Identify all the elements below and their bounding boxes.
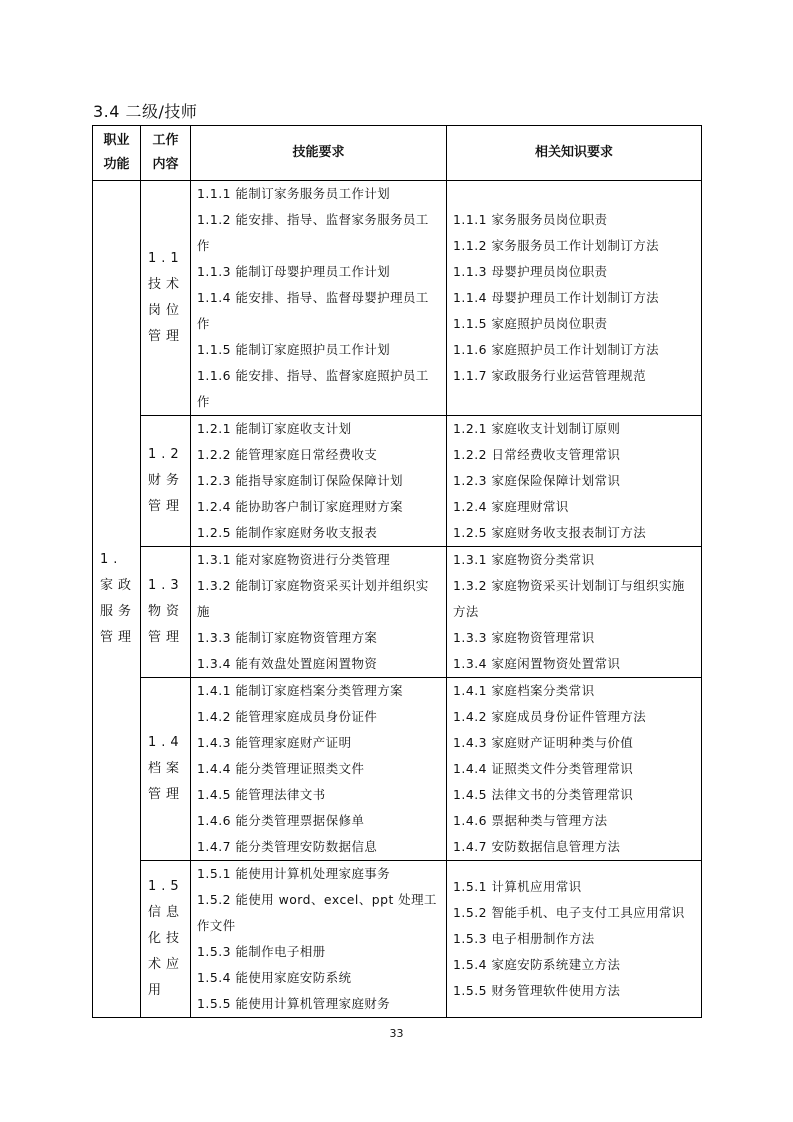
- skill-item: 1.3.4 能有效盘处置庭闲置物资: [197, 656, 378, 671]
- knowledge-item: 1.3.2 家庭物资采买计划制订与组织实施方法: [453, 578, 685, 619]
- knowledge-item: 1.4.1 家庭档案分类常识: [453, 683, 595, 698]
- header-content: 工作内容: [141, 126, 191, 181]
- skill-item: 1.4.4 能分类管理证照类文件: [197, 761, 365, 776]
- knowledge-item: 1.5.4 家庭安防系统建立方法: [453, 957, 621, 972]
- knowledge-item: 1.1.5 家庭照护员岗位职责: [453, 316, 608, 331]
- skill-item: 1.4.6 能分类管理票据保修单: [197, 813, 365, 828]
- skill-item: 1.5.5 能使用计算机管理家庭财务: [197, 996, 391, 1011]
- occupational-function-cell: 1. 家政服务管理: [93, 181, 141, 1018]
- skill-item: 1.3.3 能制订家庭物资管理方案: [197, 630, 378, 645]
- knowledge-item: 1.4.7 安防数据信息管理方法: [453, 839, 621, 854]
- work-content-cell: 1.3 物资管理: [141, 547, 191, 678]
- knowledge-cell: [447, 678, 702, 861]
- header-function: 职业功能: [93, 126, 141, 181]
- knowledge-cell: [447, 547, 702, 678]
- skill-item: 1.2.1 能制订家庭收支计划: [197, 421, 352, 436]
- skill-item: 1.5.2 能使用 word、excel、ppt 处理工作文件: [197, 892, 437, 933]
- section-heading: 3.4 二级/技师: [93, 102, 198, 121]
- skill-item: 1.5.3 能制作电子相册: [197, 944, 326, 959]
- skill-item: 1.3.1 能对家庭物资进行分类管理: [197, 552, 391, 567]
- knowledge-item: 1.1.1 家务服务员岗位职责: [453, 212, 608, 227]
- table-row: [93, 181, 702, 416]
- knowledge-item: 1.5.2 智能手机、电子支付工具应用常识: [453, 905, 685, 920]
- skill-requirements-table: [92, 125, 702, 1018]
- skill-item: 1.2.2 能管理家庭日常经费收支: [197, 447, 378, 462]
- skill-item: 1.4.1 能制订家庭档案分类管理方案: [197, 683, 404, 698]
- knowledge-cell: [447, 416, 702, 547]
- work-content-cell: 1.5 信息化技术应用: [141, 861, 191, 1018]
- table-row: [93, 416, 702, 547]
- knowledge-item: 1.1.7 家政服务行业运营管理规范: [453, 368, 647, 383]
- knowledge-item: 1.3.1 家庭物资分类常识: [453, 552, 595, 567]
- knowledge-item: 1.1.2 家务服务员工作计划制订方法: [453, 238, 660, 253]
- knowledge-item: 1.3.4 家庭闲置物资处置常识: [453, 656, 621, 671]
- work-content-cell: 1.1 技术岗位管理: [141, 181, 191, 416]
- knowledge-item: 1.4.3 家庭财产证明种类与价值: [453, 735, 634, 750]
- knowledge-item: 1.2.1 家庭收支计划制订原则: [453, 421, 621, 436]
- page-number: 33: [389, 1027, 404, 1040]
- skill-item: 1.4.3 能管理家庭财产证明: [197, 735, 352, 750]
- work-content-cell: 1.4 档案管理: [141, 678, 191, 861]
- skill-item: 1.2.3 能指导家庭制订保险保障计划: [197, 473, 404, 488]
- knowledge-item: 1.5.5 财务管理软件使用方法: [453, 983, 621, 998]
- skill-item: 1.2.4 能协助客户制订家庭理财方案: [197, 499, 404, 514]
- knowledge-item: 1.1.4 母婴护理员工作计划制订方法: [453, 290, 660, 305]
- knowledge-item: 1.2.2 日常经费收支管理常识: [453, 447, 621, 462]
- skills-cell: [191, 181, 447, 416]
- knowledge-item: 1.4.2 家庭成员身份证件管理方法: [453, 709, 647, 724]
- skill-item: 1.1.1 能制订家务服务员工作计划: [197, 186, 391, 201]
- knowledge-item: 1.4.5 法律文书的分类管理常识: [453, 787, 634, 802]
- skills-cell: [191, 861, 447, 1018]
- skill-item: 1.5.4 能使用家庭安防系统: [197, 970, 352, 985]
- skills-cell: [191, 547, 447, 678]
- work-content-cell: 1.2 财务管理: [141, 416, 191, 547]
- knowledge-item: 1.4.6 票据种类与管理方法: [453, 813, 608, 828]
- table-row: [93, 861, 702, 1018]
- knowledge-item: 1.2.4 家庭理财常识: [453, 499, 569, 514]
- skill-item: 1.4.2 能管理家庭成员身份证件: [197, 709, 378, 724]
- skill-item: 1.5.1 能使用计算机处理家庭事务: [197, 866, 391, 881]
- knowledge-item: 1.5.3 电子相册制作方法: [453, 931, 595, 946]
- skills-cell: [191, 416, 447, 547]
- knowledge-item: 1.2.5 家庭财务收支报表制订方法: [453, 525, 647, 540]
- skill-item: 1.1.6 能安排、指导、监督家庭照护员工作: [197, 368, 429, 409]
- knowledge-cell: [447, 181, 702, 416]
- skill-item: 1.1.5 能制订家庭照护员工作计划: [197, 342, 391, 357]
- header-skills: 技能要求: [191, 126, 447, 181]
- table-header-row: [93, 126, 702, 181]
- skill-item: 1.1.4 能安排、指导、监督母婴护理员工作: [197, 290, 429, 331]
- knowledge-item: 1.1.6 家庭照护员工作计划制订方法: [453, 342, 660, 357]
- knowledge-item: 1.3.3 家庭物资管理常识: [453, 630, 595, 645]
- table-row: [93, 547, 702, 678]
- skill-item: 1.1.3 能制订母婴护理员工作计划: [197, 264, 391, 279]
- skill-item: 1.2.5 能制作家庭财务收支报表: [197, 525, 378, 540]
- knowledge-cell: [447, 861, 702, 1018]
- table-row: [93, 678, 702, 861]
- header-knowledge: 相关知识要求: [447, 126, 702, 181]
- knowledge-item: 1.5.1 计算机应用常识: [453, 879, 582, 894]
- skill-item: 1.4.5 能管理法律文书: [197, 787, 326, 802]
- skill-item: 1.3.2 能制订家庭物资采买计划并组织实施: [197, 578, 429, 619]
- knowledge-item: 1.1.3 母婴护理员岗位职责: [453, 264, 608, 279]
- knowledge-item: 1.2.3 家庭保险保障计划常识: [453, 473, 621, 488]
- skill-item: 1.1.2 能安排、指导、监督家务服务员工作: [197, 212, 429, 253]
- knowledge-item: 1.4.4 证照类文件分类管理常识: [453, 761, 634, 776]
- skills-cell: [191, 678, 447, 861]
- skill-item: 1.4.7 能分类管理安防数据信息: [197, 839, 378, 854]
